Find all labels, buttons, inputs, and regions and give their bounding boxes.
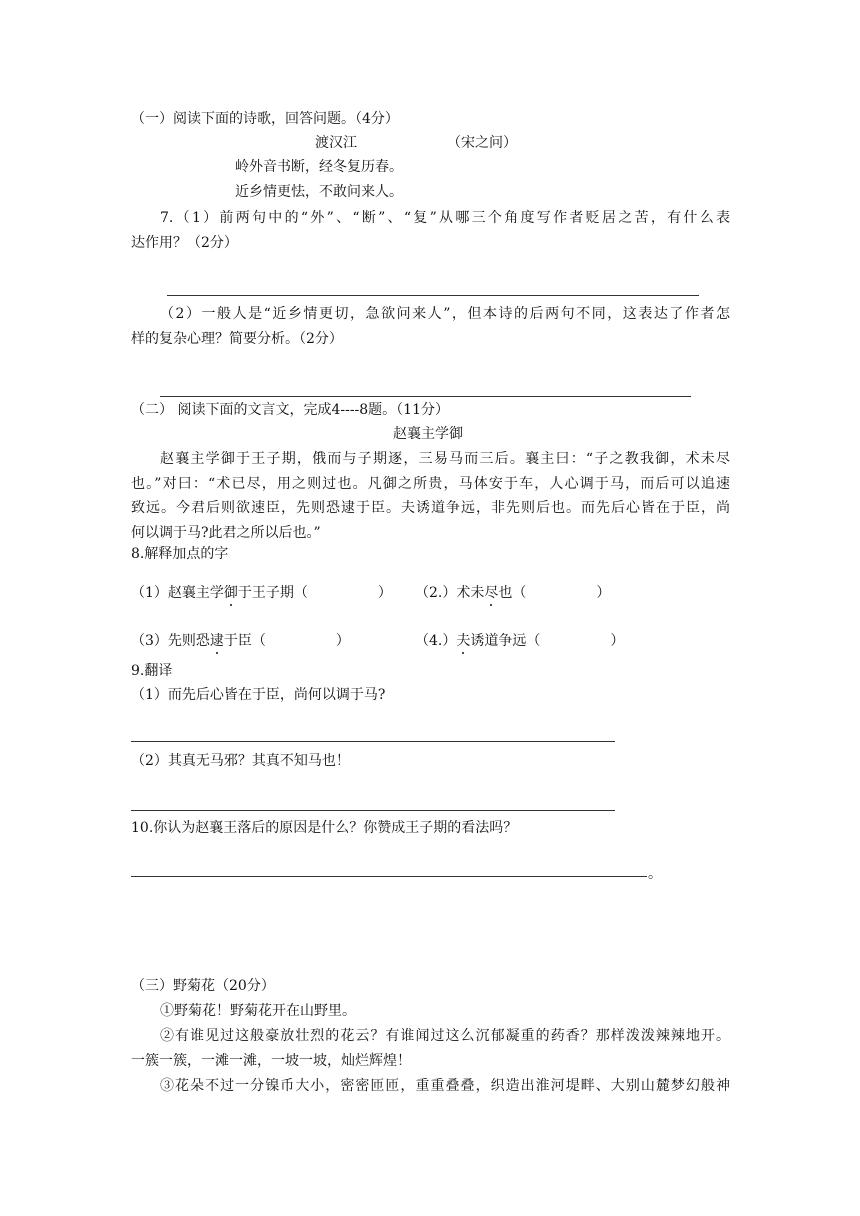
section-1-heading: （一）阅读下面的诗歌，回答问题。（4分） (131, 111, 399, 127)
section-3-heading: （三）野菊花（20分） (131, 978, 275, 994)
question-7-1: 7.（1）前两句中的“外”、“断”、“复”从哪三个角度写作者贬居之苦，有什么表 (160, 210, 730, 226)
q8-item-4: （4.）夫诱道争远（ ） (415, 633, 625, 649)
q8-item-3: （3）先则恐逮于臣（ ） (131, 633, 350, 649)
answer-line-9-2[interactable] (131, 810, 615, 811)
paragraph-3: ③花朵不过一分镍币大小，密密匝匝，重重叠叠，织造出淮河堤畔、大别山麓梦幻般神 (160, 1078, 730, 1094)
poem-line-2: 近乡情更怯，不敢问来人。 (235, 184, 403, 200)
question-10: 10.你认为赵襄王落后的原因是什么？你赞成王子期的看法吗？ (131, 820, 518, 836)
paragraph-2: ②有谁见过这般豪放壮烈的花云？有谁闻过这么沉郁凝重的药香？那样泼泼辣辣地开。 (160, 1028, 730, 1044)
question-9-1: （1）而先后心皆在于臣，尚何以调于马? (131, 687, 386, 703)
dotted-char: 尽 (484, 585, 499, 601)
paragraph-2-cont: 一簇一簇，一滩一滩，一坡一坡，灿烂辉煌！ (131, 1053, 411, 1069)
paragraph-1: ①野菊花！野菊花开在山野里。 (160, 1003, 356, 1019)
passage-line-2: 也。”对曰：“术已尽，用之则过也。凡御之所贵，马体安于车，人心调于马，而后可以追速 (131, 476, 730, 492)
poem-line-1: 岭外音书断，经冬复历春。 (235, 159, 403, 175)
answer-line-10-end: 。 (648, 866, 662, 882)
q8-item-2: （2.）术未尽也（ ） (415, 585, 611, 601)
passage-line-1: 赵襄主学御于王子期，俄而与子期逐，三易马而三后。襄主曰：“子之教我御，术未尽 (160, 451, 730, 467)
dotted-char: 夫 (456, 633, 471, 649)
poem-title: 渡汉江 (315, 135, 357, 151)
question-7-2-cont: 样的复杂心理？简要分析。（2分） (131, 331, 343, 347)
section-2-heading: （二） 阅读下面的文言文，完成4----8题。（11分） (131, 402, 449, 418)
question-7-2: （2）一般人是“近乡情更切，急欲问来人”，但本诗的后两句不同，这表达了作者怎 (160, 306, 730, 322)
q8-item-1: （1）赵襄主学御于王子期（ ） (131, 585, 392, 601)
answer-line-7-2[interactable] (160, 396, 691, 397)
passage-title: 赵襄主学御 (393, 426, 463, 442)
question-9: 9.翻译 (131, 663, 173, 679)
answer-line-10[interactable] (131, 876, 647, 877)
dotted-char: 逮 (209, 633, 224, 649)
question-9-2: （2）其真无马邪？其真不知马也！ (131, 753, 350, 769)
question-8: 8.解释加点的字 (131, 546, 229, 562)
passage-line-3: 致远。今君后则欲速臣，先则恐逮于臣。夫诱道争远，非先则后也。而先后心皆在于臣，尚 (131, 500, 730, 516)
dotted-char: 御 (223, 585, 238, 601)
answer-line-9-1[interactable] (131, 741, 615, 742)
passage-line-4: 何以调于马?此君之所以后也。” (131, 525, 321, 541)
question-7-1-cont: 达作用？（2分） (131, 235, 238, 251)
poem-author: （宋之问） (447, 135, 517, 151)
answer-line-7-1[interactable] (167, 295, 699, 296)
